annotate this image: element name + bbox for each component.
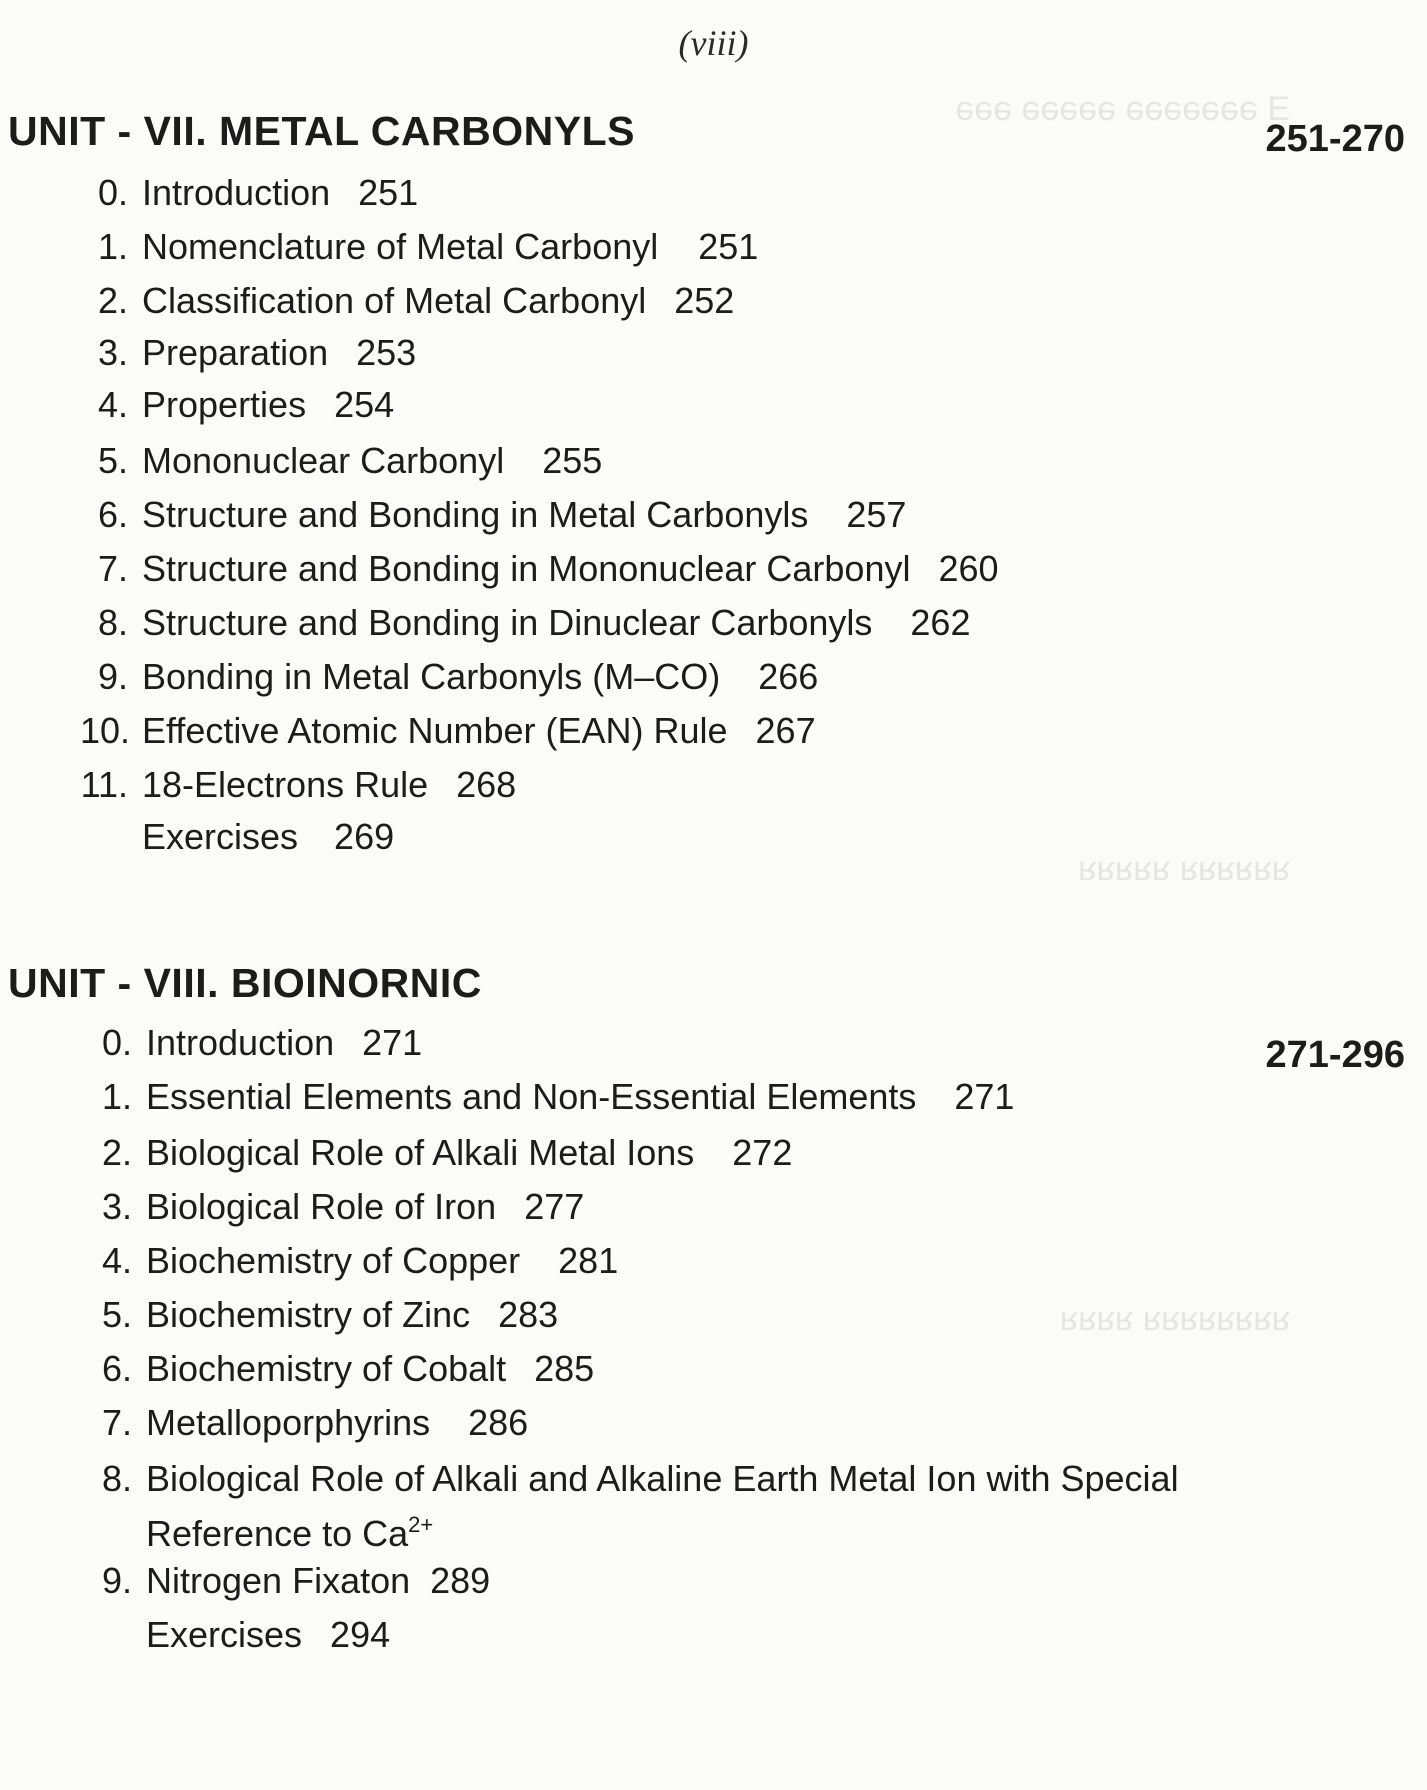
entry-page: 289 [430,1560,491,1601]
entry-number: 0. [97,172,128,213]
entry-number: 2. [101,1132,132,1173]
superscript-charge: 2+ [408,1512,434,1537]
entry-title: Mononuclear Carbonyl [142,440,505,481]
entry-title: Bonding in Metal Carbonyls (M–CO) [142,656,721,697]
entry-title: Properties [142,384,307,425]
entry-page: 271 [954,1076,1015,1117]
entry-page: 285 [534,1348,595,1389]
entry-page: 286 [468,1402,529,1443]
entry-number: 10. [80,710,131,751]
entry-number: 8. [101,1458,132,1499]
entry-title: Introduction [146,1022,335,1063]
entry-title: Biochemistry of Zinc [146,1294,471,1335]
entry-title: 18-Electrons Rule [142,764,429,805]
entry-number: 4. [101,1240,132,1281]
entry-title: Structure and Bonding in Mononuclear Carbonyl [142,548,911,589]
entry-number: 4. [97,384,128,425]
entry-title: Biochemistry of Cobalt [146,1348,507,1389]
entry-page: 253 [356,332,417,373]
entry-title: Preparation [142,332,329,373]
entry-page: 283 [498,1294,559,1335]
entry-title: Nitrogen Fixaton [146,1560,411,1601]
entry-title: Biological Role of Alkali Metal Ions [146,1132,695,1173]
entry-number: 1. [97,226,128,267]
entry-number: 3. [97,332,128,373]
entry-page: 266 [758,656,819,697]
entry-number: 5. [101,1294,132,1335]
entry-page: 267 [755,710,816,751]
entry-page: 281 [558,1240,619,1281]
entry-number: 1. [101,1076,132,1117]
entry-title: Biological Role of Iron [146,1186,497,1227]
entry-number: 3. [101,1186,132,1227]
unit-page-range: 271-296 [1265,1034,1405,1076]
entry-page: 252 [674,280,735,321]
entry-title: Biochemistry of Copper [146,1240,521,1281]
entry-title: Introduction [142,172,331,213]
entry-number: 8. [97,602,128,643]
entry-page: 262 [910,602,971,643]
entry-title: Structure and Bonding in Metal Carbonyls [142,494,809,535]
entry-number: 2. [97,280,128,321]
entry-number: 9. [101,1560,132,1601]
entry-page: 294 [330,1614,391,1655]
entry-page: 254 [334,384,395,425]
entry-page: 269 [334,816,395,857]
unit-page-range: 251-270 [1265,118,1405,160]
entry-number: 6. [97,494,128,535]
entry-number: 9. [97,656,128,697]
entry-page: 271 [362,1022,423,1063]
entry-number: 11. [80,764,128,805]
entry-title: Structure and Bonding in Dinuclear Carbonyls [142,602,873,643]
bleed-through-ghost: Ǝ ǝǝǝǝǝǝǝ ǝǝǝǝǝ ǝǝǝ ᴚᴚᴚᴚᴚᴚ ᴚᴚᴚᴚᴚ ᴚᴚᴚᴚᴚᴚᴚᴚ ᴚᴚᴚᴚ [955,90,1290,1338]
entry-page: 251 [698,226,759,267]
entry-title: Metalloporphyrins [146,1402,431,1443]
entry-title: Exercises [146,1614,303,1655]
entry-title: Effective Atomic Number (EAN) Rule [142,710,728,751]
entry-page: 260 [938,548,999,589]
entry-page: 255 [542,440,603,481]
entry-page: 277 [524,1186,585,1227]
entry-title-continuation: Reference to Ca [146,1513,409,1554]
unit-title: UNIT - VII. METAL CARBONYLS [8,108,635,154]
entry-number: 7. [101,1402,132,1443]
entry-title: Essential Elements and Non-Essential Elements [146,1076,917,1117]
entry-page: 272 [732,1132,793,1173]
entry-number: 7. [97,548,128,589]
entry-title: Nomenclature of Metal Carbonyl [142,226,659,267]
entry-title: Classification of Metal Carbonyl [142,280,647,321]
entry-page: 251 [358,172,419,213]
entry-number: 5. [97,440,128,481]
entry-title: Biological Role of Alkali and Alkaline Earth Metal Ion with Special [146,1458,1179,1499]
entry-number: 0. [101,1022,132,1063]
entry-page: 257 [846,494,907,535]
unit-title: UNIT - VIII. BIOINORNIC [8,960,482,1006]
entry-page: 268 [456,764,517,805]
page-number: (viii) [678,23,749,63]
entry-number: 6. [101,1348,132,1389]
entry-title: Exercises [142,816,299,857]
